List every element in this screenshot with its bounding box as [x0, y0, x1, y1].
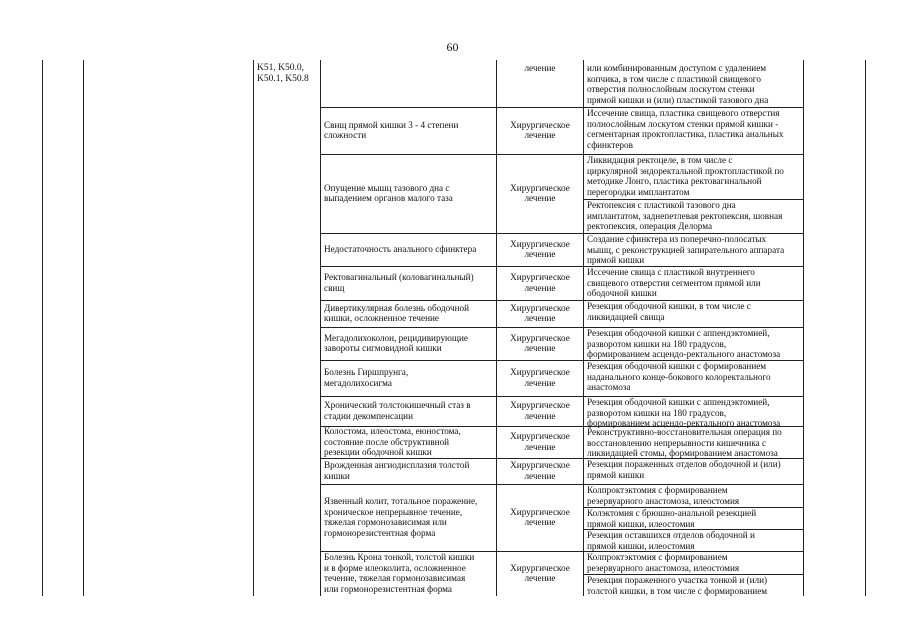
- code-line: K50.1, K50.8: [257, 73, 309, 84]
- text-line: формированием асцендо-ректального анастомоза: [587, 349, 781, 360]
- text-line: прямой кишки: [587, 255, 645, 266]
- method-divider: [583, 199, 803, 200]
- text-line: Хирургическое: [510, 506, 570, 517]
- column-divider: [803, 60, 804, 596]
- text-line: лечение: [524, 573, 556, 584]
- diagnosis-cell: [324, 272, 492, 293]
- text-line: лечение: [524, 343, 556, 354]
- text-line: Колпроктэктомия с формированием: [587, 485, 728, 495]
- text-line: Хирургическое: [510, 367, 570, 378]
- treatment-type-cell: [500, 400, 580, 421]
- text-line: прямой кишки, илеостомия: [587, 540, 695, 551]
- treatment-type-cell: [500, 303, 580, 324]
- text-line: завороты сигмовидной кишки: [324, 343, 442, 354]
- text-line: копчика, в том числе с пластикой свищевого: [587, 73, 761, 84]
- text-line: прямой кишки и (или) пластикой тазового дна: [587, 94, 769, 105]
- diagnosis-cell: [324, 183, 492, 204]
- text-line: Хирургическое: [510, 272, 570, 283]
- text-line: Резекция ободочной кишки с формированием: [587, 361, 767, 371]
- diagnosis-cell: [324, 552, 492, 594]
- text-line: и в форме илеоколита, осложненное: [324, 562, 466, 573]
- treatment-type-cell: [500, 272, 580, 293]
- text-line: Недостаточность анального сфинктера: [324, 244, 477, 255]
- text-line: прямой кишки, илеостомия: [587, 518, 695, 529]
- column-divider: [320, 60, 321, 596]
- text-line: кишки, осложненное течение: [324, 313, 440, 324]
- text-line: толстой кишки, в том числе с формированием: [587, 585, 768, 596]
- text-line: резервуарного анастомоза, илеостомия: [587, 495, 740, 506]
- treatment-method-cell: [587, 200, 799, 232]
- text-line: Хирургическое: [510, 302, 570, 313]
- treatment-type-cell: [500, 367, 580, 388]
- text-line: мегадолихосигма: [324, 377, 392, 388]
- text-line: восстановлению непрерывности кишечника с: [587, 437, 767, 448]
- text-line: Колэктомия с брюшно-анальной резекцией: [587, 508, 757, 518]
- text-line: тяжелая гормонозависимая или: [324, 517, 447, 528]
- text-line: лечение: [524, 282, 556, 293]
- text-line: Ректовагинальный (коловагинальный): [324, 272, 474, 283]
- column-divider: [253, 60, 254, 596]
- text-line: свищ: [324, 282, 345, 293]
- text-line: сегментарная проктопластика, пластика анальных: [587, 129, 784, 140]
- diagnosis-cell: [324, 426, 492, 458]
- text-line: Создание сфинктера из поперечно-полосатых: [587, 234, 767, 244]
- treatment-method-cell: [587, 459, 799, 480]
- code-line: K51, K50.0,: [257, 63, 304, 73]
- treatment-type-cell: [500, 460, 580, 481]
- diagnosis-cell: [324, 303, 492, 324]
- text-line: формированием асцендо-ректального анастомоза: [587, 418, 781, 429]
- text-line: сфинктеров: [587, 139, 633, 150]
- text-line: лечение: [524, 249, 556, 260]
- text-line: перегородки имплантатом: [587, 186, 690, 197]
- treatment-method-cell: [587, 234, 799, 266]
- text-line: Ректопексия с пластикой тазового дна: [587, 200, 736, 210]
- treatment-method-cell: [587, 485, 799, 506]
- treatment-method-cell: [587, 361, 799, 393]
- text-line: ректопексия, операция Делорма: [587, 221, 713, 232]
- text-line: Мегадолихоколон, рецидивирующие: [324, 332, 468, 343]
- text-line: сложности: [324, 130, 367, 141]
- method-divider: [583, 529, 803, 530]
- text-line: лечение: [524, 410, 556, 421]
- method-divider: [583, 507, 803, 508]
- diagnosis-cell: [324, 120, 492, 141]
- text-line: резекции ободочной кишки: [324, 447, 432, 458]
- treatment-type-cell: [500, 120, 580, 141]
- text-line: отверстия полнослойным лоскутом стенки: [587, 84, 755, 95]
- text-line: Хирургическое: [510, 332, 570, 343]
- text-line: кишки: [324, 470, 350, 481]
- column-divider: [83, 60, 84, 596]
- text-line: Свищ прямой кишки 3 - 4 степени: [324, 119, 459, 130]
- text-line: или комбинированным доступом с удалением: [587, 63, 767, 73]
- text-line: лечение: [524, 517, 556, 528]
- text-line: свищевого отверстия сегментом прямой или: [587, 277, 761, 288]
- text-line: Резекция ободочной кишки с аппендэктомией,: [587, 397, 770, 407]
- diagnosis-cell: [324, 244, 492, 255]
- text-line: наданального конце-бокового колоректального: [587, 371, 771, 382]
- text-line: Хирургическое: [510, 460, 570, 471]
- text-line: лечение: [524, 441, 556, 452]
- treatment-type-cell: [500, 183, 580, 204]
- text-line: лечение: [524, 470, 556, 481]
- text-line: состояние после обструктивной: [324, 436, 450, 447]
- treatment-type-cell: [500, 333, 580, 354]
- text-line: Резекция пораженного участка тонкой и (или): [587, 575, 768, 585]
- text-line: мышц, с реконструкцией запирательного аппарата: [587, 244, 785, 255]
- treatment-method-cell: [587, 397, 799, 429]
- text-line: Хирургическое: [510, 431, 570, 442]
- text-line: Хирургическое: [510, 182, 570, 193]
- diagnosis-cell: [324, 400, 492, 421]
- diagnosis-cell: [324, 496, 492, 538]
- treatment-method-cell: [587, 328, 799, 360]
- column-divider: [583, 60, 584, 596]
- treatment-method-cell: [587, 530, 799, 551]
- diagnosis-cell: [324, 333, 492, 354]
- treatment-type-cell: [500, 507, 580, 528]
- text-line: Дивертикулярная болезнь ободочной: [324, 302, 470, 313]
- text-line: ликвидацией свища: [587, 311, 665, 322]
- text-line: ликвидацией стомы, формированием анастомоза: [587, 448, 778, 459]
- text-line: течение, тяжелая гормонозависимая: [324, 573, 466, 584]
- text-line: Резекция ободочной кишки, в том числе с: [587, 301, 751, 311]
- method-divider: [583, 574, 803, 575]
- treatment-type-cell: [500, 563, 580, 584]
- text-line: лечение: [524, 193, 556, 204]
- treatment-type-cell: [500, 239, 580, 260]
- treatment-method-cell: [587, 575, 799, 596]
- text-line: Иссечение свища с пластикой внутреннего: [587, 267, 755, 277]
- text-line: Ликвидация ректоцеле, в том числе с: [587, 155, 733, 165]
- treatment-type-cell: [500, 431, 580, 452]
- text-line: лечение: [524, 130, 556, 141]
- treatment-method-cell: [587, 427, 799, 459]
- text-line: лечение: [524, 313, 556, 324]
- page-number: 60: [446, 40, 459, 54]
- treatment-table: [42, 60, 866, 596]
- text-line: циркулярной эндоректальной проктопластикой по: [587, 165, 784, 176]
- text-line: Резекция оставшихся отделов ободочной и: [587, 530, 755, 540]
- text-line: резервуарного анастомоза, илеостомия: [587, 562, 740, 573]
- text-line: Язвенный колит, тотальное поражение,: [324, 496, 478, 507]
- column-divider: [496, 60, 497, 596]
- text-line: Хирургическое: [510, 238, 570, 249]
- treatment-method-cell: [587, 63, 799, 105]
- treatment-method-cell: [587, 267, 799, 299]
- text-line: гормонорезистентная форма: [324, 528, 436, 539]
- treatment-type-cell: [500, 63, 580, 74]
- text-line: полнослойным лоскутом стенки прямой кишки -: [587, 118, 779, 129]
- text-line: хроническое непрерывное течение,: [324, 506, 463, 517]
- text-line: или гормонорезистентная форма: [324, 584, 453, 595]
- text-line: разворотом кишки на 180 градусов,: [587, 407, 727, 418]
- text-line: Колпроктэктомия с формированием: [587, 552, 728, 562]
- text-line: разворотом кишки на 180 градусов,: [587, 338, 727, 349]
- text-line: Хирургическое: [510, 562, 570, 573]
- text-line: анастомоза: [587, 382, 631, 393]
- text-line: Болезнь Крона тонкой, толстой кишки: [324, 552, 475, 563]
- treatment-method-cell: [587, 552, 799, 573]
- text-line: Иссечение свища, пластика свищевого отверстия: [587, 108, 780, 118]
- text-line: Врожденная ангиодисплазия толстой: [324, 460, 470, 471]
- text-line: имплантатом, заднепетлевая ректопексия, шовная: [587, 210, 783, 221]
- text-line: стадии декомпенсации: [324, 410, 413, 421]
- diagnosis-codes: [257, 63, 317, 85]
- text-line: ободочной кишки: [587, 288, 657, 299]
- treatment-method-cell: [587, 301, 799, 322]
- text-line: Резекция ободочной кишки с аппендэктомией,: [587, 328, 770, 338]
- text-line: выпадением органов малого таза: [324, 193, 453, 204]
- text-line: лечение: [524, 377, 556, 388]
- text-line: Реконструктивно-восстановительная операция по: [587, 427, 782, 437]
- text-line: Хирургическое: [510, 400, 570, 411]
- diagnosis-cell: [324, 460, 492, 481]
- text-line: лечение: [524, 63, 556, 73]
- text-line: прямой кишки: [587, 469, 645, 480]
- treatment-method-cell: [587, 155, 799, 197]
- treatment-method-cell: [587, 108, 799, 150]
- text-line: Резекция пораженных отделов ободочной и (или): [587, 459, 781, 469]
- text-line: Хирургическое: [510, 119, 570, 130]
- text-line: Колостома, илеостома, еюностома,: [324, 426, 461, 437]
- text-line: методике Лонго, пластика ректовагинальной: [587, 176, 762, 187]
- text-line: Болезнь Гиршпрунга,: [324, 367, 409, 378]
- treatment-method-cell: [587, 508, 799, 529]
- text-line: Опущение мышц тазового дна с: [324, 182, 450, 193]
- diagnosis-cell: [324, 367, 492, 388]
- text-line: Хронический толстокишечный стаз в: [324, 400, 471, 411]
